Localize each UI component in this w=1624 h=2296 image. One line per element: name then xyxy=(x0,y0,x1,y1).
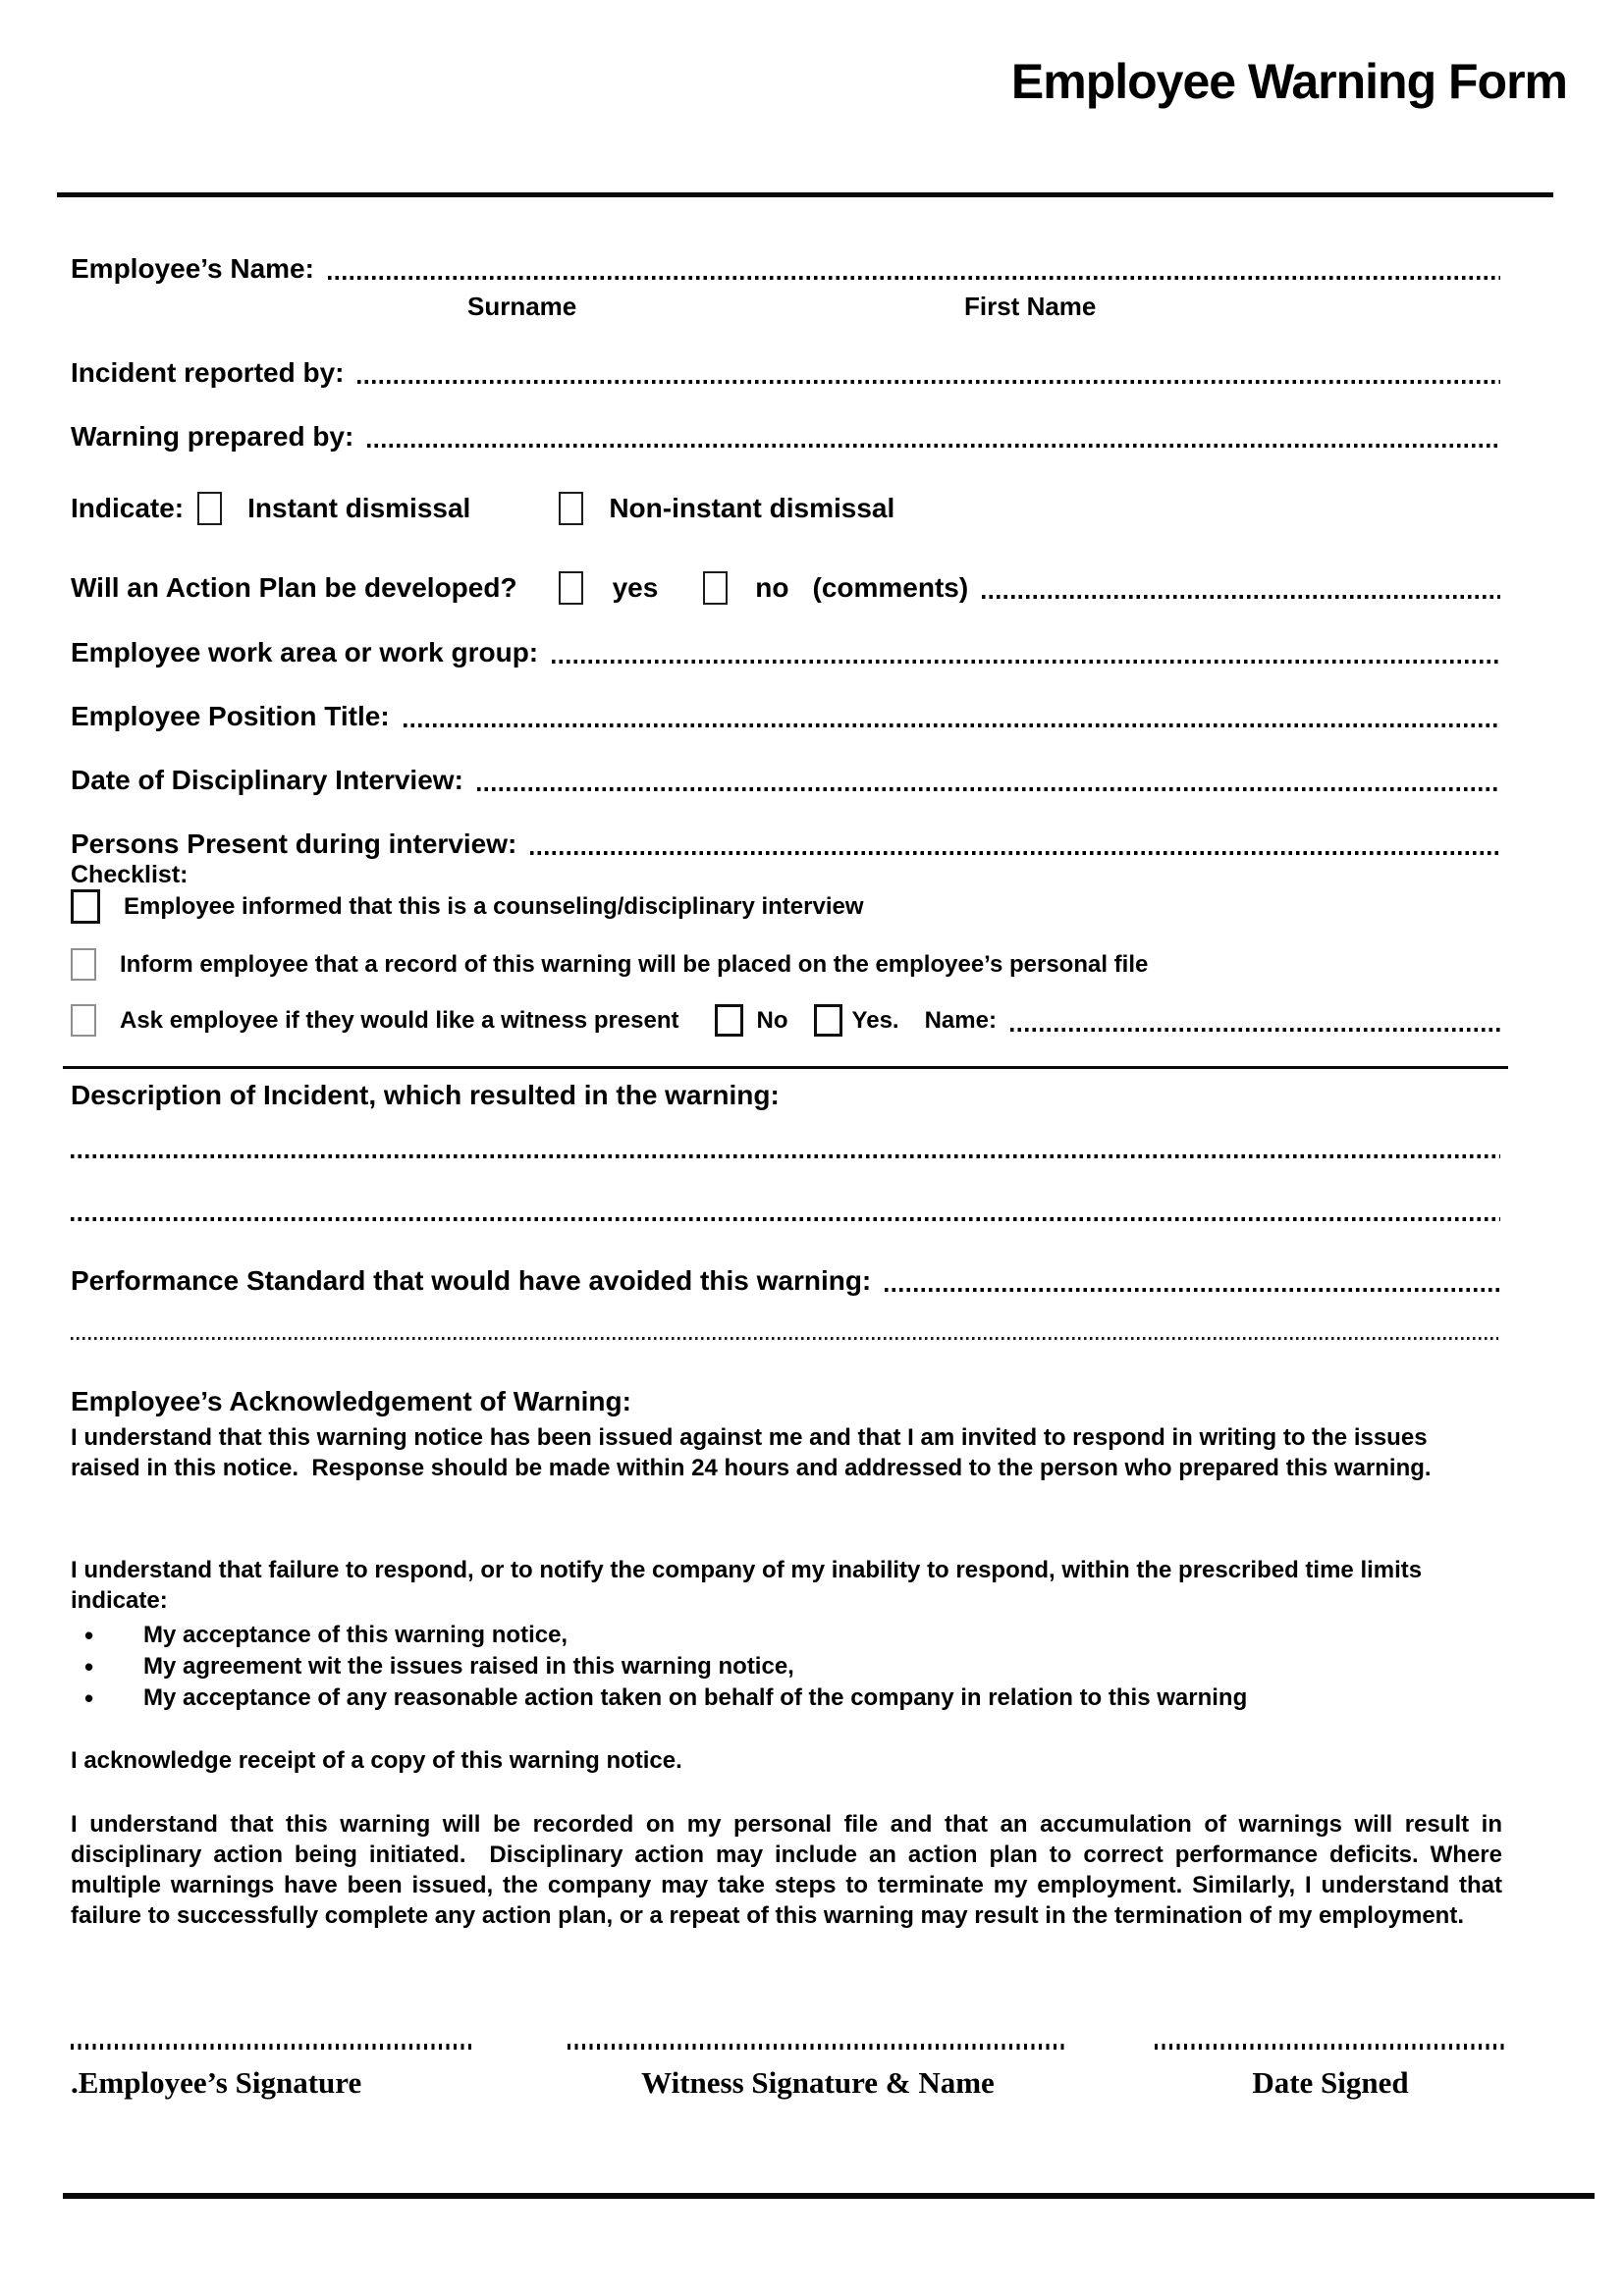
checklist-label: Checklist: xyxy=(71,861,189,888)
work-area-row xyxy=(71,635,1502,670)
non-instant-dismissal-label: Non-instant dismissal xyxy=(609,493,895,523)
checklist-item-1-checkbox[interactable] xyxy=(71,889,100,924)
interview-date-label: Date of Disciplinary Interview: xyxy=(71,765,463,795)
action-plan-yes-checkbox[interactable] xyxy=(559,571,583,605)
position-title-row xyxy=(71,699,1502,734)
non-instant-dismissal-checkbox[interactable] xyxy=(559,492,583,525)
checklist-item-2-label: Inform employee that a record of this warning will be placed on the employee’s personal file xyxy=(120,950,1149,978)
acknowledgement-bullet-list xyxy=(71,1620,1502,1714)
witness-no-label: No xyxy=(756,1006,788,1034)
checklist-item-1-label: Employee informed that this is a counseling/disciplinary interview xyxy=(124,892,864,920)
bullet-icon: • xyxy=(84,1621,94,1650)
acknowledgement-para-1: I understand that this warning notice has been issued against me and that I am invited to respond in writing to the issues raised in this notice. Response should be made within 24 hours and addressed to the person who prepared this warning. xyxy=(71,1424,1432,1481)
performance-standard-label: Performance Standard that would have avoided this warning: xyxy=(71,1265,872,1296)
action-plan-comments-label: (comments) xyxy=(812,572,969,603)
witness-no-checkbox[interactable] xyxy=(715,1004,743,1037)
surname-label: Surname xyxy=(467,292,577,321)
indicate-label: Indicate: xyxy=(71,493,185,523)
bullet-text: My acceptance of any reasonable action taken on behalf of the company in relation to this warning xyxy=(143,1684,1248,1711)
interview-date-fill-line[interactable] xyxy=(477,787,1500,791)
work-area-label: Employee work area or work group: xyxy=(71,637,539,667)
list-item xyxy=(71,1682,1502,1714)
instant-dismissal-checkbox[interactable] xyxy=(197,492,222,525)
witness-yes-checkbox[interactable] xyxy=(814,1004,842,1037)
persons-present-label: Persons Present during interview: xyxy=(71,828,517,859)
page-title: Employee Warning Form xyxy=(1010,54,1567,109)
work-area-fill-line[interactable] xyxy=(552,660,1500,664)
action-plan-yes-label: yes xyxy=(612,572,659,603)
performance-standard-fill-line-2[interactable] xyxy=(71,1337,1498,1340)
performance-standard-row xyxy=(71,1263,1502,1299)
bullet-icon: • xyxy=(84,1652,94,1682)
performance-standard-fill-line-1[interactable] xyxy=(885,1288,1500,1292)
bullet-icon: • xyxy=(84,1683,94,1713)
warning-prepared-fill-line[interactable] xyxy=(367,444,1500,448)
acknowledgement-para-2: I understand that failure to respond, or to notify the company of my inability to respond, within the prescribed time limits indicate: xyxy=(71,1557,1423,1614)
interview-date-row xyxy=(71,763,1502,798)
bullet-text: My acceptance of this warning notice, xyxy=(143,1622,568,1648)
witness-signature-block xyxy=(568,2044,1068,2101)
description-section-rule xyxy=(63,1066,1508,1069)
persons-present-fill-line[interactable] xyxy=(530,851,1500,855)
position-title-fill-line[interactable] xyxy=(404,723,1500,727)
checklist-item-3-checkbox[interactable] xyxy=(71,1004,96,1037)
checklist-item-2 xyxy=(71,948,1502,981)
acknowledgement-heading: Employee’s Acknowledgement of Warning: xyxy=(71,1386,631,1416)
employee-signature-block xyxy=(71,2044,473,2101)
date-signed-label: Date Signed xyxy=(1252,2065,1409,2100)
list-item xyxy=(71,1620,1502,1651)
witness-signature-line[interactable] xyxy=(568,2044,1068,2050)
bullet-text: My agreement wit the issues raised in this warning notice, xyxy=(143,1653,794,1680)
indicate-row xyxy=(71,491,1502,526)
footer-rule xyxy=(63,2193,1595,2199)
action-plan-no-label: no xyxy=(755,572,789,603)
witness-name-label: Name: xyxy=(924,1006,997,1034)
acknowledgement-para-3: I acknowledge receipt of a copy of this warning notice. xyxy=(71,1747,682,1774)
incident-reported-row xyxy=(71,355,1502,391)
incident-reported-fill-line[interactable] xyxy=(357,380,1500,384)
employee-name-row xyxy=(71,251,1502,287)
warning-prepared-label: Warning prepared by: xyxy=(71,421,354,452)
instant-dismissal-label: Instant dismissal xyxy=(247,493,471,523)
first-name-label: First Name xyxy=(964,292,1097,321)
checklist-item-3-label: Ask employee if they would like a witness present xyxy=(120,1006,679,1034)
action-plan-row xyxy=(71,570,1502,606)
witness-yes-label: Yes. xyxy=(851,1006,899,1034)
header-rule xyxy=(57,192,1553,197)
incident-description-fill-line-1[interactable] xyxy=(71,1154,1500,1158)
action-plan-comments-fill-line[interactable] xyxy=(982,595,1500,599)
checklist-item-1 xyxy=(71,889,1502,924)
date-signed-line[interactable] xyxy=(1155,2044,1506,2050)
checklist-item-2-checkbox[interactable] xyxy=(71,948,96,981)
incident-description-fill-line-2[interactable] xyxy=(71,1217,1500,1221)
employee-signature-label: .Employee’s Signature xyxy=(71,2065,362,2100)
employee-signature-line[interactable] xyxy=(71,2044,473,2050)
warning-prepared-row xyxy=(71,419,1502,454)
incident-reported-label: Incident reported by: xyxy=(71,357,345,388)
checklist-item-3 xyxy=(71,1004,1502,1037)
employee-name-label: Employee’s Name: xyxy=(71,253,314,284)
action-plan-label: Will an Action Plan be developed? xyxy=(71,572,517,603)
incident-description-label: Description of Incident, which resulted in the warning: xyxy=(71,1080,780,1110)
employee-name-fill-line[interactable] xyxy=(328,276,1500,280)
witness-name-fill-line[interactable] xyxy=(1010,1028,1500,1032)
list-item xyxy=(71,1651,1502,1682)
persons-present-row xyxy=(71,827,1502,862)
position-title-label: Employee Position Title: xyxy=(71,701,390,731)
date-signed-block xyxy=(1155,2044,1506,2101)
action-plan-no-checkbox[interactable] xyxy=(703,571,728,605)
acknowledgement-para-4: I understand that this warning will be recorded on my personal file and that an accumulation of warnings will result in disciplinary action being initiated. Disciplinary action may include an action plan to correct performance deficits. Where multiple warnings have been issued, the company may take steps to terminate my employment. Similarly, I understand that failure to successfully complete any action plan, or a repeat of this warning may result in the termination of my employment. xyxy=(71,1811,1502,1929)
witness-signature-label: Witness Signature & Name xyxy=(641,2065,995,2100)
